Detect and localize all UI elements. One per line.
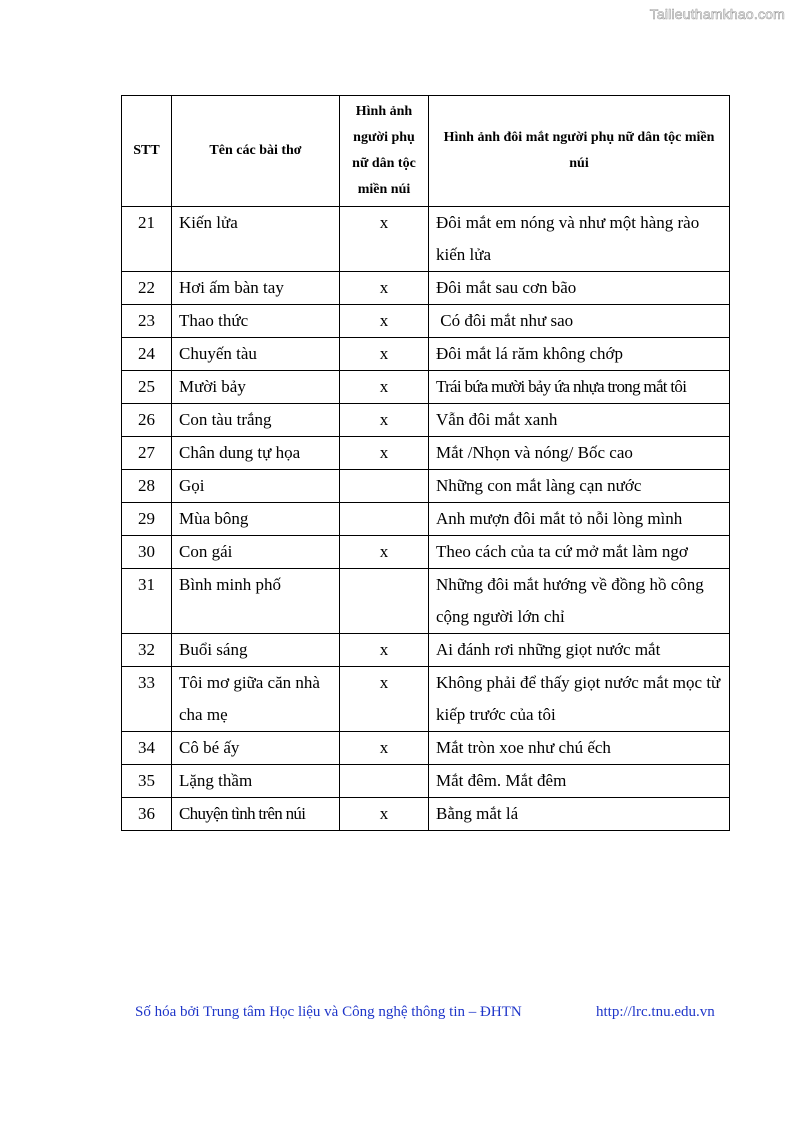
woman-image-mark: x xyxy=(340,404,429,437)
eye-image-text: Những đôi mắt hướng về đồng hồ công cộng người lớn chỉ xyxy=(429,569,730,634)
woman-image-mark: x xyxy=(340,305,429,338)
table-row xyxy=(122,765,730,798)
poem-title: Buổi sáng xyxy=(172,634,340,667)
eye-image-text: Bằng mắt lá xyxy=(429,798,730,831)
eye-image-text: Những con mắt làng cạn nước xyxy=(429,470,730,503)
footer-digitized-by: Số hóa bởi Trung tâm Học liệu và Công nghệ thông tin – ĐHTN xyxy=(135,1004,522,1020)
table-row xyxy=(122,536,730,569)
woman-image-mark: x xyxy=(340,536,429,569)
table-row xyxy=(122,798,730,831)
table-row xyxy=(122,305,730,338)
table-row xyxy=(122,437,730,470)
row-number: 35 xyxy=(122,765,172,798)
poem-title: Chân dung tự họa xyxy=(172,437,340,470)
header-poem-title: Tên các bài thơ xyxy=(172,96,340,207)
row-number: 23 xyxy=(122,305,172,338)
table-row xyxy=(122,732,730,765)
eye-image-text: Mắt /Nhọn và nóng/ Bốc cao xyxy=(429,437,730,470)
table-row xyxy=(122,371,730,404)
eye-image-text: Vẫn đôi mắt xanh xyxy=(429,404,730,437)
footer-url-link[interactable]: http://lrc.tnu.edu.vn xyxy=(596,1004,715,1020)
poem-title: Thao thức xyxy=(172,305,340,338)
eye-image-text: Mắt đêm. Mắt đêm xyxy=(429,765,730,798)
row-number: 24 xyxy=(122,338,172,371)
row-number: 33 xyxy=(122,667,172,732)
woman-image-mark xyxy=(340,503,429,536)
eye-image-text: Mắt tròn xoe như chú ếch xyxy=(429,732,730,765)
poems-table xyxy=(121,95,730,831)
table-header-row xyxy=(122,96,730,207)
poem-title: Cô bé ấy xyxy=(172,732,340,765)
poem-title: Mười bảy xyxy=(172,371,340,404)
table-row xyxy=(122,338,730,371)
row-number: 26 xyxy=(122,404,172,437)
row-number: 30 xyxy=(122,536,172,569)
woman-image-mark: x xyxy=(340,338,429,371)
eye-image-text: Anh mượn đôi mắt tỏ nỗi lòng mình xyxy=(429,503,730,536)
row-number: 22 xyxy=(122,272,172,305)
row-number: 32 xyxy=(122,634,172,667)
table-row xyxy=(122,634,730,667)
poem-title: Chuyến tàu xyxy=(172,338,340,371)
row-number: 28 xyxy=(122,470,172,503)
poem-title: Hơi ấm bàn tay xyxy=(172,272,340,305)
woman-image-mark: x xyxy=(340,272,429,305)
table-row xyxy=(122,503,730,536)
row-number: 27 xyxy=(122,437,172,470)
woman-image-mark: x xyxy=(340,667,429,732)
poem-title: Kiến lửa xyxy=(172,207,340,272)
eye-image-text: Không phải để thấy giọt nước mắt mọc từ kiếp trước của tôi xyxy=(429,667,730,732)
header-woman-image: Hình ảnh người phụ nữ dân tộc miền núi xyxy=(340,96,429,207)
woman-image-mark: x xyxy=(340,437,429,470)
eye-image-text: Đôi mắt em nóng và như một hàng rào kiến lửa xyxy=(429,207,730,272)
header-stt: STT xyxy=(122,96,172,207)
table-row xyxy=(122,569,730,634)
row-number: 29 xyxy=(122,503,172,536)
row-number: 36 xyxy=(122,798,172,831)
table-row xyxy=(122,404,730,437)
table-row xyxy=(122,470,730,503)
site-watermark: Tailieuthamkhao.com xyxy=(649,6,785,22)
woman-image-mark xyxy=(340,569,429,634)
header-eye-image: Hình ảnh đôi mắt người phụ nữ dân tộc miền núi xyxy=(429,96,730,207)
poem-title: Bình minh phố xyxy=(172,569,340,634)
poem-title: Gọi xyxy=(172,470,340,503)
row-number: 21 xyxy=(122,207,172,272)
eye-image-text: Đôi mắt lá răm không chớp xyxy=(429,338,730,371)
poem-title: Chuyện tình trên núi xyxy=(172,798,340,831)
row-number: 34 xyxy=(122,732,172,765)
eye-image-text: Đôi mắt sau cơn bão xyxy=(429,272,730,305)
poem-title: Mùa bông xyxy=(172,503,340,536)
woman-image-mark xyxy=(340,470,429,503)
eye-image-text: Theo cách của ta cứ mở mắt làm ngơ xyxy=(429,536,730,569)
woman-image-mark: x xyxy=(340,207,429,272)
poem-title: Con gái xyxy=(172,536,340,569)
woman-image-mark: x xyxy=(340,798,429,831)
table-row xyxy=(122,667,730,732)
woman-image-mark: x xyxy=(340,732,429,765)
poem-title: Con tàu trắng xyxy=(172,404,340,437)
eye-image-text: Ai đánh rơi những giọt nước mắt xyxy=(429,634,730,667)
row-number: 31 xyxy=(122,569,172,634)
woman-image-mark: x xyxy=(340,371,429,404)
poem-title: Lặng thầm xyxy=(172,765,340,798)
table-row xyxy=(122,272,730,305)
poem-title: Tôi mơ giữa căn nhà cha mẹ xyxy=(172,667,340,732)
woman-image-mark: x xyxy=(340,634,429,667)
table-row xyxy=(122,207,730,272)
eye-image-text: Trái bứa mười bảy ứa nhựa trong mắt tôi xyxy=(429,371,730,404)
woman-image-mark xyxy=(340,765,429,798)
eye-image-text: Có đôi mắt như sao xyxy=(429,305,730,338)
row-number: 25 xyxy=(122,371,172,404)
